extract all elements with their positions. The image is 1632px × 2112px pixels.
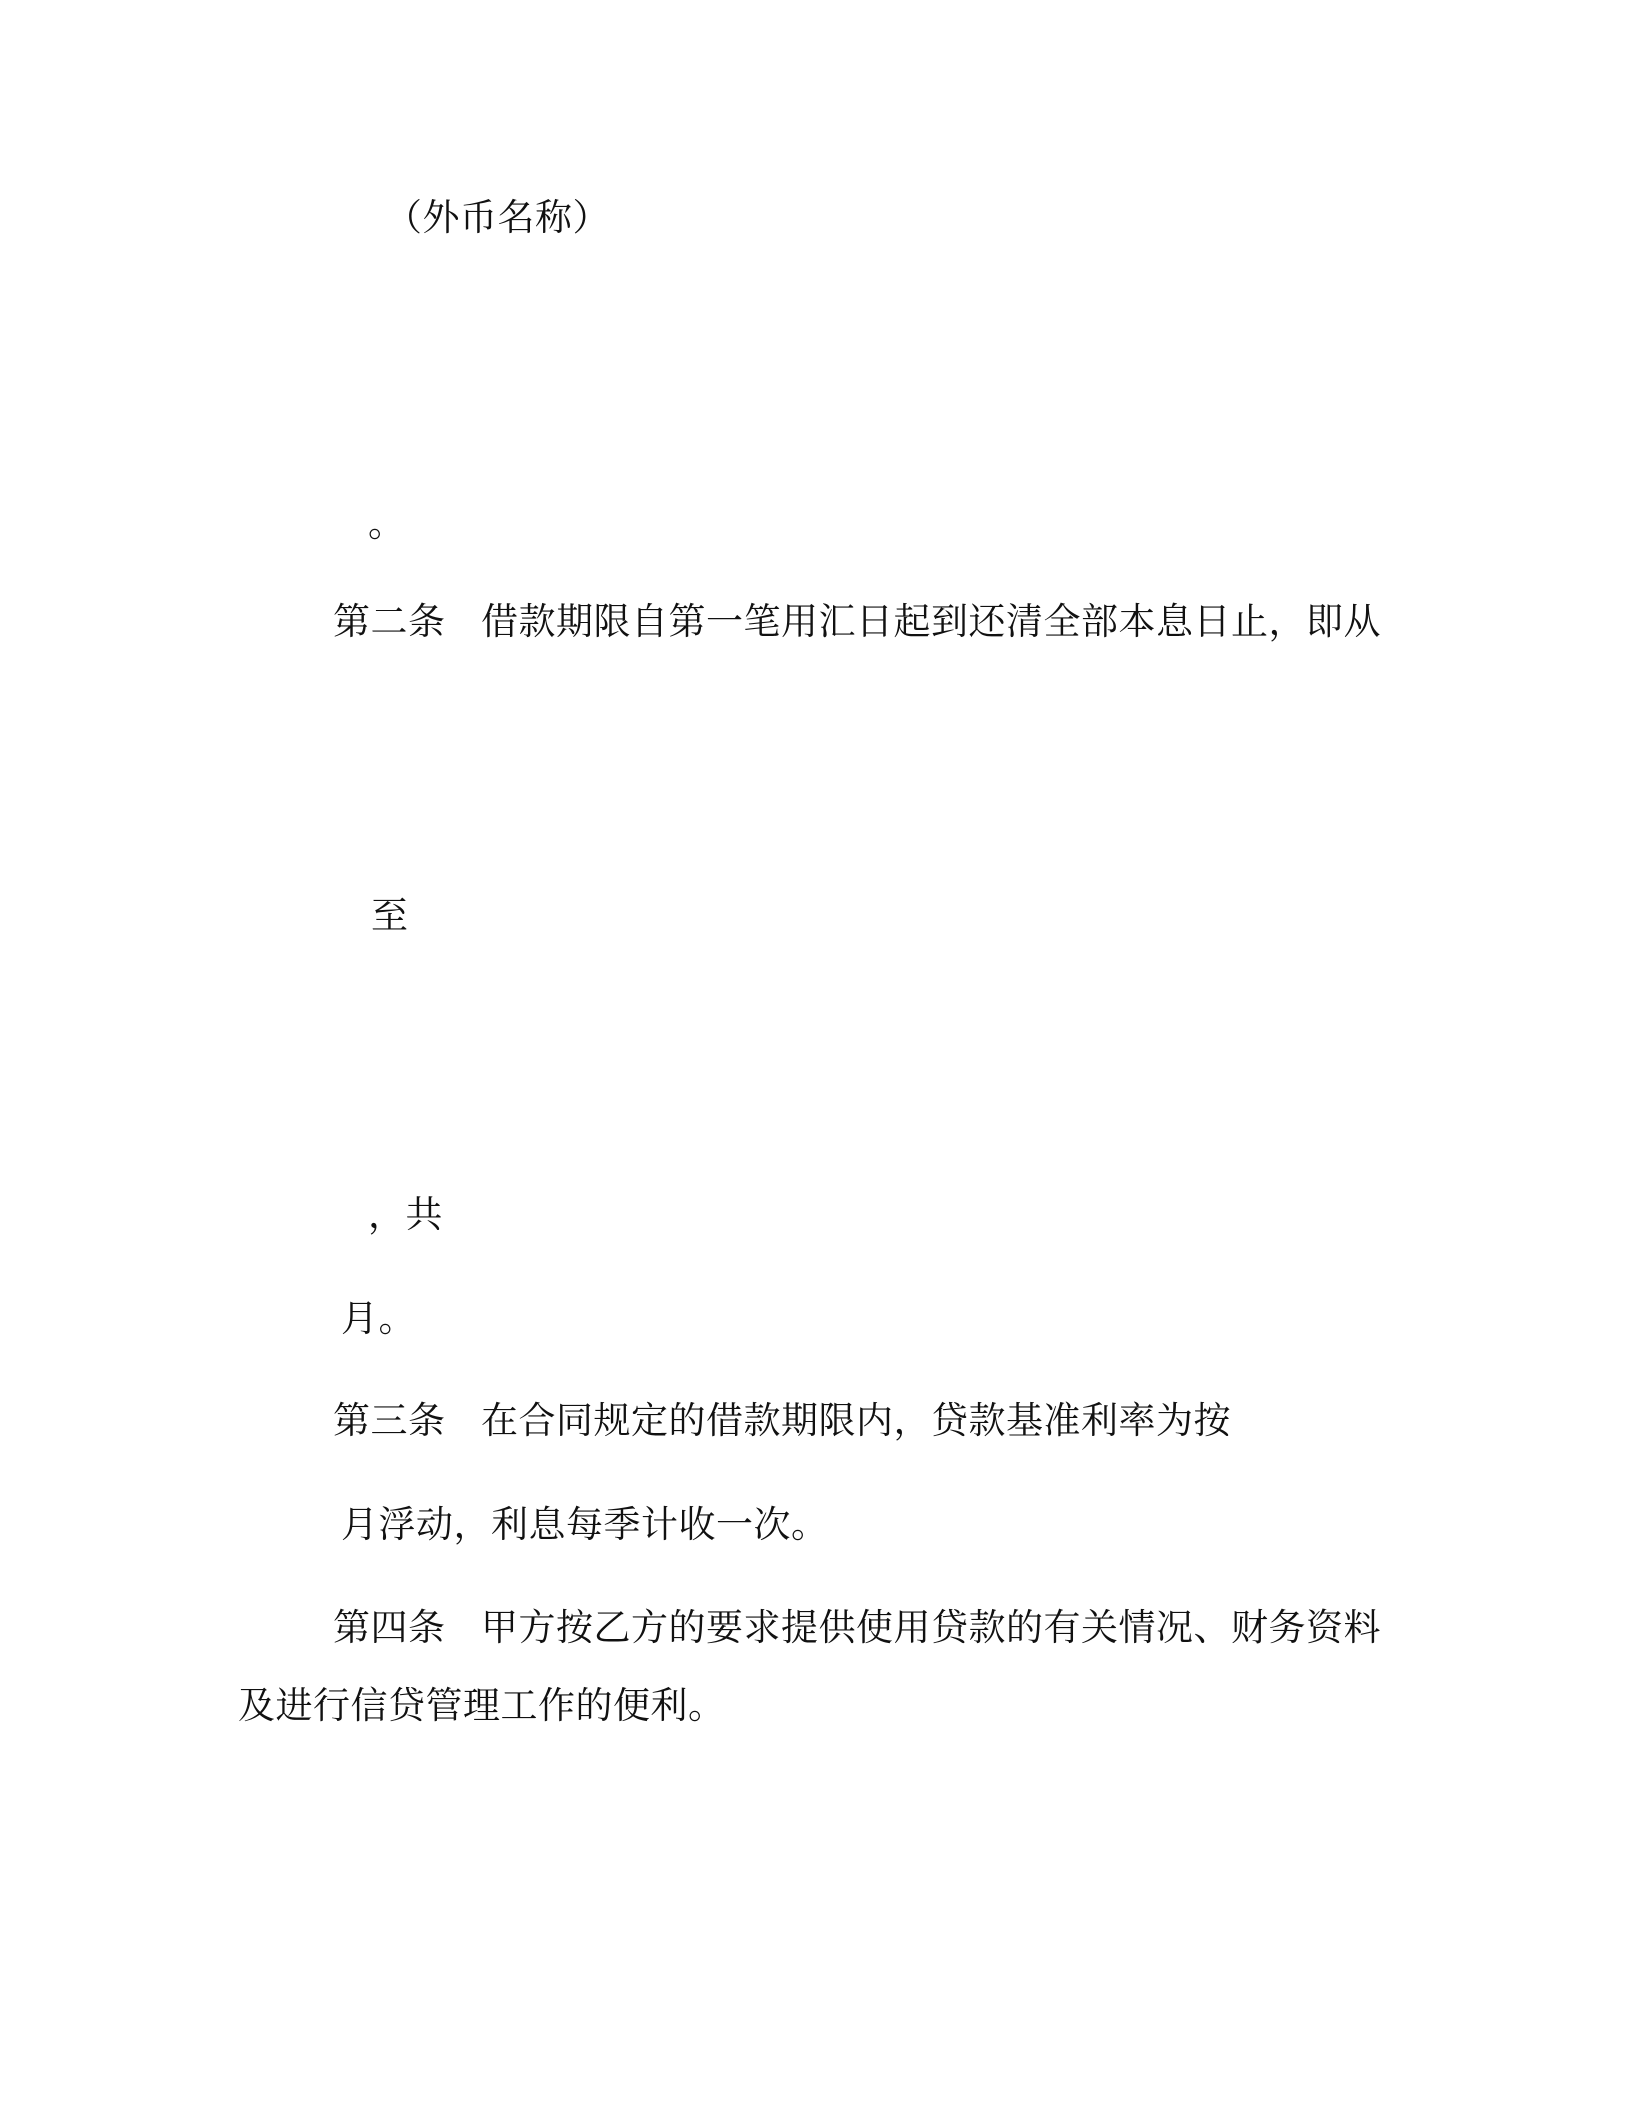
month-end: 月。 xyxy=(341,1297,416,1340)
article-4-continuation: 及进行信贷管理工作的便利。 xyxy=(238,1684,726,1727)
article-3-continuation: 月浮动，利息每季计收一次。 xyxy=(341,1503,829,1546)
total-word: ，共 xyxy=(368,1193,443,1236)
article-3-label: 第三条 xyxy=(333,1399,446,1442)
article-4-line xyxy=(333,1604,1381,1652)
article-3-text: 在合同规定的借款期限内，贷款基准利率为按 xyxy=(481,1399,1231,1442)
article-2-line xyxy=(333,598,1381,646)
period-mark: 。 xyxy=(368,502,406,545)
article-4-text: 甲方按乙方的要求提供使用贷款的有关情况、财务资料 xyxy=(481,1606,1381,1649)
article-4-label: 第四条 xyxy=(333,1606,446,1649)
currency-name-line: （外币名称） xyxy=(385,196,610,239)
article-2-label: 第二条 xyxy=(333,600,446,643)
to-word: 至 xyxy=(371,894,409,937)
article-2-text: 借款期限自第一笔用汇日起到还清全部本息日止，即从 xyxy=(481,600,1381,643)
article-3-line xyxy=(333,1397,1231,1445)
